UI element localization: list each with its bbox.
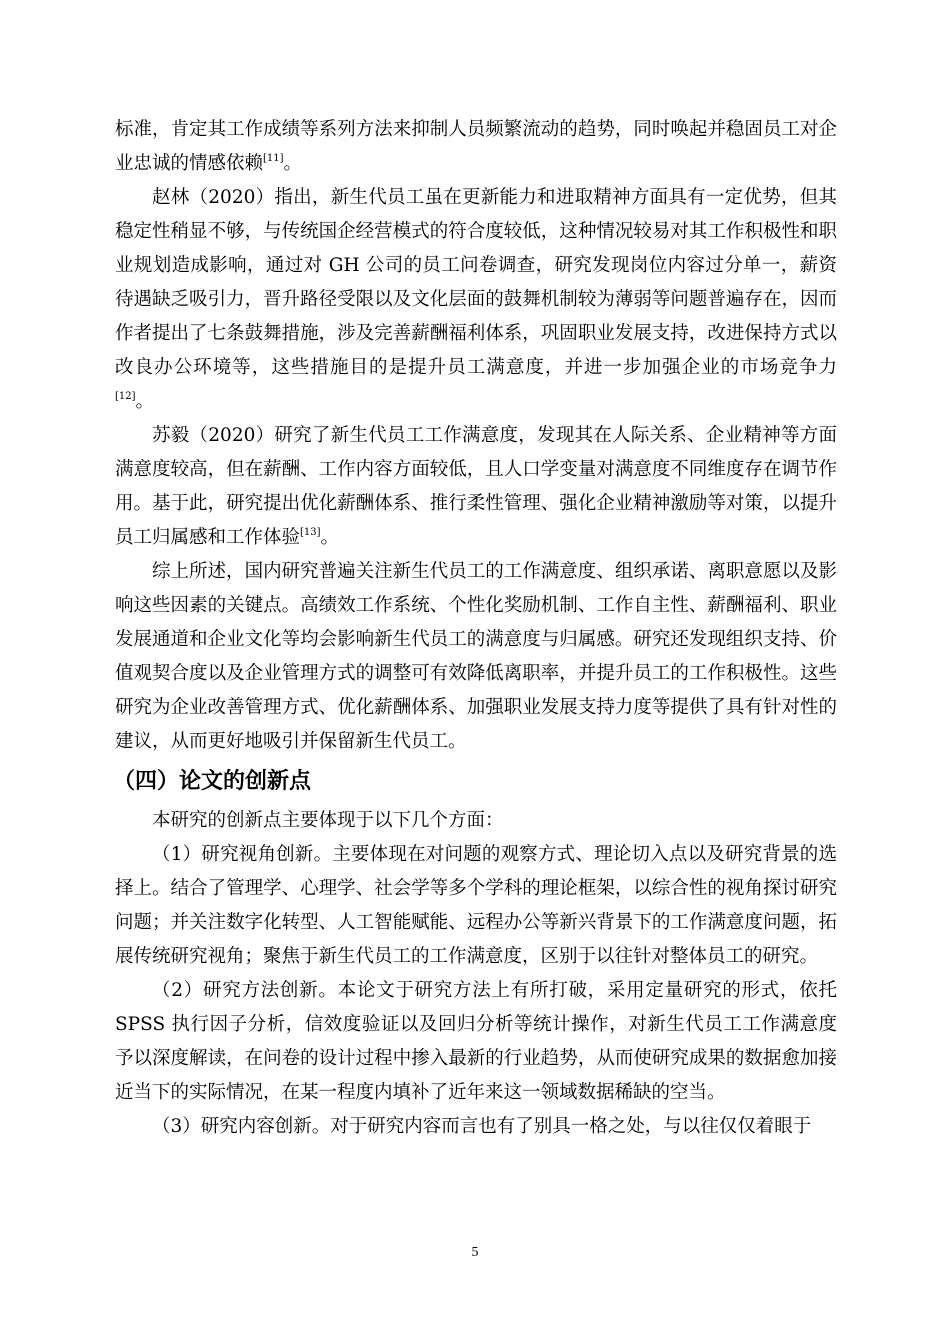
paragraph-continued: [115, 113, 837, 181]
paragraph-summary: 综上所述，国内研究普遍关注新生代员工的工作满意度、组织承诺、离职意愿以及影响这些因素的关键点。高绩效工作系统、个性化奖励机制、工作自主性、薪酬福利、职业发展通道和企业文化等均会影响新生代员工的满意度与归属感。研究还发现组织支持、价值观契合度以及企业管理方式的调整可有效降低离职率，并提升员工的工作积极性。这些研究为企业改善管理方式、优化薪酬体系、加强职业发展支持力度等提供了具有针对性的建议，从而更好地吸引并保留新生代员工。: [115, 561, 837, 752]
citation-13: [13]: [300, 527, 321, 538]
punctuation: 。: [320, 527, 340, 548]
citation-11: [11]: [263, 153, 284, 164]
punctuation: 。: [135, 391, 155, 412]
paragraph-su-yi: [115, 419, 837, 555]
innovation-item-2: （2）研究方法创新。本论文于研究方法上有所打破，采用定量研究的形式，依托 SPSS 执行因子分析，信效度验证以及回归分析等统计操作，对新生代员工工作满意度予以深度解读，在问卷的设计过程中掺入最新的行业趋势，从而使研究成果的数据愈加接近当下的实际情况，在某一程度内填补了近年来这一领域数据稀缺的空当。: [115, 980, 837, 1103]
innovation-item-1: （1）研究视角创新。主要体现在对问题的观察方式、理论切入点以及研究背景的选择上。结合了管理学、心理学、社会学等多个学科的理论框架，以综合性的视角探讨研究问题；并关注数字化转型、人工智能赋能、远程办公等新兴背景下的工作满意度问题，拓展传统研究视角；聚焦于新生代员工的工作满意度，区别于以往针对整体员工的研究。: [115, 844, 837, 967]
punctuation: 。: [283, 153, 303, 174]
paragraph-text: 标准，肯定其工作成绩等系列方法来抑制人员频繁流动的趋势，同时唤起并稳固员工对企业忠诚的情感依赖: [115, 119, 837, 174]
paragraph-text: 赵林（2020）指出，新生代员工虽在更新能力和进取精神方面具有一定优势，但其稳定性稍显不够，与传统国企经营模式的符合度较低，这种情况较易对其工作积极性和职业规划造成影响，通过对 GH 公司的员工问卷调查，研究发现岗位内容过分单一，薪资待遇缺乏吸引力，晋升路径受限以及文化层面的鼓舞机制较为薄弱等问题普遍存在，因而作者提出了七条鼓舞措施，涉及完善薪酬福利体系，巩固职业发展支持，改进保持方式以改良办公环境等，这些措施目的是提升员工满意度，并进一步加强企业的市场竞争力: [115, 187, 837, 378]
paragraph-text: 苏毅（2020）研究了新生代员工工作满意度，发现其在人际关系、企业精神等方面满意度较高，但在薪酬、工作内容方面较低，且人口学变量对满意度不同维度存在调节作用。基于此，研究提出优化薪酬体系、推行柔性管理、强化企业精神激励等对策，以提升员工归属感和工作体验: [115, 425, 837, 548]
citation-12: [12]: [115, 391, 136, 402]
paragraph-zhao-lin: [115, 181, 837, 419]
page-number: 5: [471, 1245, 479, 1260]
section-heading: （四）论文的创新点: [113, 769, 312, 794]
innovation-item-3: （3）研究内容创新。对于研究内容而言也有了别具一格之处，与以往仅仅着眼于: [152, 1116, 812, 1137]
page-body: [115, 113, 837, 1144]
section-intro: 本研究的创新点主要体现于以下几个方面：: [152, 810, 504, 831]
